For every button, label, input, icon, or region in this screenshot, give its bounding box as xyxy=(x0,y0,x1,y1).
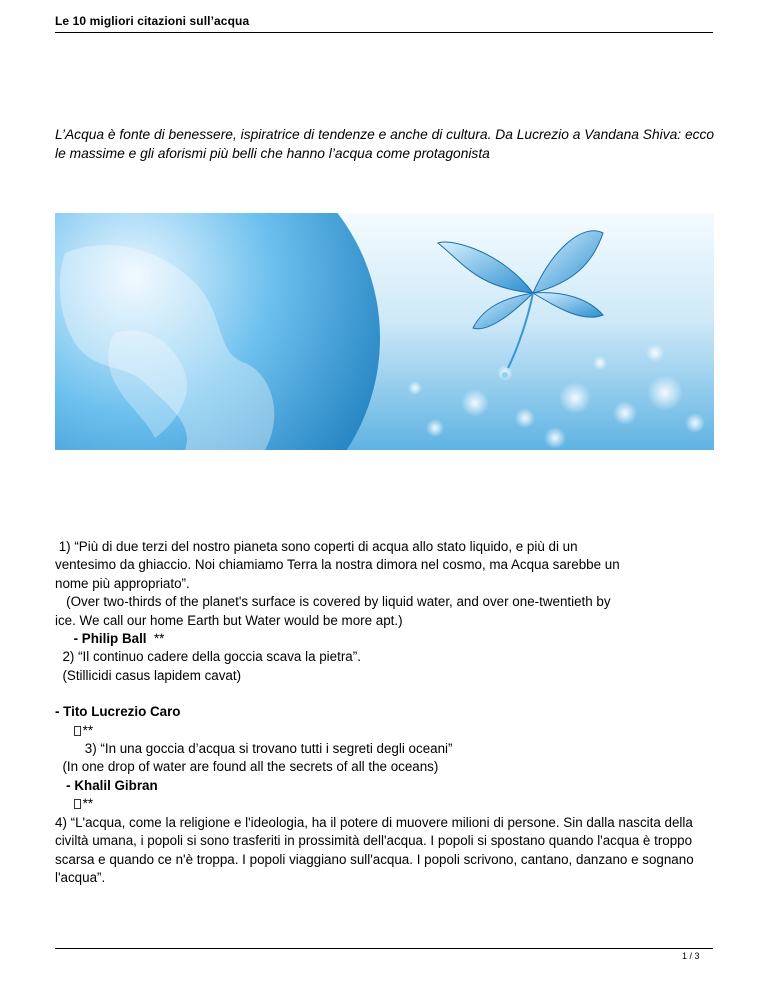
page-number: 1 / 3 xyxy=(682,951,700,961)
article-body xyxy=(55,538,723,887)
quote-1-line: nome più appropriato”. xyxy=(55,575,190,591)
quote-2-translation: (Stillicidi casus lapidem cavat) xyxy=(55,667,242,683)
spacer xyxy=(55,685,723,703)
quote-3-author: - Khalil Gibran xyxy=(55,777,158,793)
quote-3-separator-line xyxy=(55,795,723,813)
page-title: Le 10 migliori citazioni sull’acqua xyxy=(55,14,250,28)
quote-1-translation-line: (Over two-thirds of the planet's surface is covered by liquid water, and over one-twentieth by xyxy=(55,594,611,610)
quote-3-line: 3) “In una goccia d’acqua si trovano tutti i segreti degli oceani” xyxy=(55,741,453,757)
header-divider xyxy=(55,32,713,33)
missing-glyph-icon xyxy=(74,726,81,736)
hero-image xyxy=(55,213,714,450)
quote-4-text: 4) “L'acqua, come la religione e l'ideologia, ha il potere di muovere milioni di persone. Sin dalla nascita della civiltà umana, i popoli si sono trasferiti in prossimità dell'acqua. I popoli si spostano quando l'acqua è troppo scarsa e quando ce n'è troppa. I popoli viaggiano sull'acqua. I popoli scrivono, cantano, danzano e sognano l'acqua”. xyxy=(55,814,694,885)
quote-1-author: - Philip Ball xyxy=(55,631,147,647)
quote-2-author: - Tito Lucrezio Caro xyxy=(55,704,181,720)
quote-1-translation-line: ice. We call our home Earth but Water would be more apt.) xyxy=(55,612,403,628)
quote-3-translation: (In one drop of water are found all the secrets of all the oceans) xyxy=(55,759,439,775)
globe-and-water-butterfly-image xyxy=(55,213,714,450)
quote-1-line: ventesimo da ghiaccio. Noi chiamiamo Terra la nostra dimora nel cosmo, ma Acqua sarebbe un xyxy=(55,557,620,573)
footer-divider xyxy=(55,948,713,949)
missing-glyph-icon xyxy=(74,799,81,809)
quote-3-separator: ** xyxy=(82,796,94,812)
intro-paragraph: L’Acqua è fonte di benessere, ispiratrice di tendenze e anche di cultura. Da Lucrezio a Vandana Shiva: ecco le massime e gli aforismi più belli che hanno l’acqua come protagonista xyxy=(55,127,715,161)
quote-1-line: 1) “Più di due terzi del nostro pianeta sono coperti di acqua allo stato liquido, e più di un xyxy=(55,539,578,554)
quote-1-attribution xyxy=(55,630,723,648)
quote-2-separator: ** xyxy=(82,722,94,738)
quote-2-line: 2) “Il continuo cadere della goccia scava la pietra”. xyxy=(55,649,361,665)
quote-1-separator: ** xyxy=(146,631,165,647)
quote-2-separator-line xyxy=(55,722,723,740)
